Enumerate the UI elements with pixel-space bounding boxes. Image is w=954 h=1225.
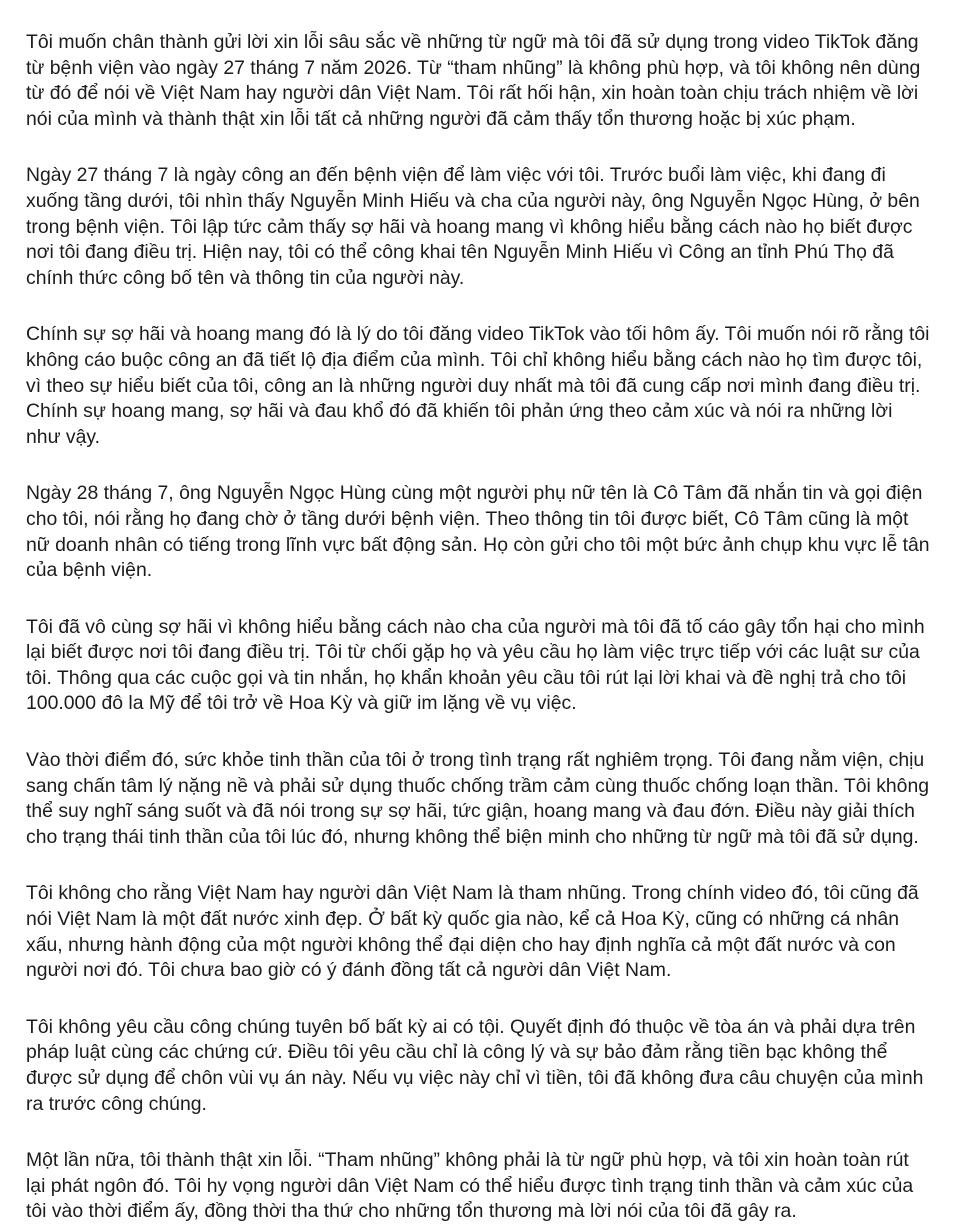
paragraph-refusal-and-offer: Tôi đã vô cùng sợ hãi vì không hiểu bằng cách nào cha của người mà tôi đã tố cáo gây tổn hại cho mình lại biết được nơi tôi đang điều trị. Tôi từ chối gặp họ và yêu cầu họ làm việc trực tiếp với các luật sư của tôi. Thông qua các cuộc gọi và tin nhắn, họ khẩn khoản yêu cầu tôi rút lại lời khai và đề nghị trả cho tôi 100.000 đô la Mỹ để tôi trở về Hoa Kỳ và giữ im lặng về vụ việc. <box>26 615 925 715</box>
paragraph-final-apology: Một lần nữa, tôi thành thật xin lỗi. “Tham nhũng” không phải là từ ngữ phù hợp, và tôi xin hoàn toàn rút lại phát ngôn đó. Tôi hy vọng người dân Việt Nam có thể hiểu được tình trạng tinh thần và cảm xúc của tôi vào thời điểm ấy, đồng thời tha thứ cho những tổn thương mà lời nói của tôi đã gây ra. <box>26 1149 914 1223</box>
paragraph-apology-for-words: Tôi muốn chân thành gửi lời xin lỗi sâu sắc về những từ ngữ mà tôi đã sử dụng trong video TikTok đăng từ bệnh viện vào ngày 27 tháng 7 năm 2026. Từ “tham nhũng” là không phù hợp, và tôi không nên dùng từ đó để nói về Việt Nam hay người dân Việt Nam. Tôi rất hối hận, xin hoàn toàn chịu trách nhiệm về lời nói của mình và thành thật xin lỗi tất cả những người đã cảm thấy tổn thương hoặc bị xúc phạm. <box>26 31 921 130</box>
paragraph-july-27-hospital-visit: Ngày 27 tháng 7 là ngày công an đến bệnh viện để làm việc với tôi. Trước buổi làm việc, khi đang đi xuống tầng dưới, tôi nhìn thấy Nguyễn Minh Hiếu và cha của người này, ông Nguyễn Ngọc Hùng, ở bên trong bệnh viện. Tôi lập tức cảm thấy sợ hãi và hoang mang vì không hiểu bằng cách nào họ biết được nơi tôi đang điều trị. Hiện nay, tôi có thể công khai tên Nguyễn Minh Hiếu vì Công an tỉnh Phú Thọ đã chính thức công bố tên và thông tin của người này. <box>26 164 920 289</box>
paragraph-not-generalizing-vietnam: Tôi không cho rằng Việt Nam hay người dân Việt Nam là tham nhũng. Trong chính video đó, tôi cũng đã nói Việt Nam là một đất nước xinh đẹp. Ở bất kỳ quốc gia nào, kể cả Hoa Kỳ, cũng có những cá nhân xấu, nhưng hành động của một người không thể đại diện cho hay định nghĩa cả một đất nước và con người nơi đó. Tôi chưa bao giờ có ý đánh đồng tất cả người dân Việt Nam. <box>26 882 919 982</box>
paragraph-request-for-justice: Tôi không yêu cầu công chúng tuyên bố bất kỳ ai có tội. Quyết định đó thuộc về tòa án và phải dựa trên pháp luật cùng các chứng cứ. Điều tôi yêu cầu chỉ là công lý và sự bảo đảm rằng tiền bạc không thể được sử dụng để chôn vùi vụ án này. Nếu vụ việc này chỉ vì tiền, tôi đã không đưa câu chuyện của mình ra trước công chúng. <box>26 1015 924 1115</box>
paragraph-july-28-contact: Ngày 28 tháng 7, ông Nguyễn Ngọc Hùng cùng một người phụ nữ tên là Cô Tâm đã nhắn tin và gọi điện cho tôi, nói rằng họ đang chờ ở tầng dưới bệnh viện. Theo thông tin tôi được biết, Cô Tâm cũng là một nữ doanh nhân có tiếng trong lĩnh vực bất động sản. Họ còn gửi cho tôi một bức ảnh chụp khu vực lễ tân của bệnh viện. <box>26 482 930 582</box>
paragraph-mental-health-state: Vào thời điểm đó, sức khỏe tinh thần của tôi ở trong tình trạng rất nghiêm trọng. Tôi đang nằm viện, chịu sang chấn tâm lý nặng nề và phải sử dụng thuốc chống trầm cảm cùng thuốc chống loạn thần. Tôi không thể suy nghĩ sáng suốt và đã nói trong sự sợ hãi, tức giận, hoang mang và đau đớn. Điều này giải thích cho trạng thái tinh thần của tôi lúc đó, nhưng không thể biện minh cho những từ ngữ mà tôi đã sử dụng. <box>26 749 930 848</box>
paragraph-reason-for-tiktok-video: Chính sự sợ hãi và hoang mang đó là lý do tôi đăng video TikTok vào tối hôm ấy. Tôi muốn nói rõ rằng tôi không cáo buộc công an đã tiết lộ địa điểm của mình. Tôi chỉ không hiểu bằng cách nào họ tìm được tôi, vì theo sự hiểu biết của tôi, công an là những người duy nhất mà tôi đã cung cấp nơi mình đang điều trị. Chính sự hoang mang, sợ hãi và đau khổ đó đã khiến tôi phản ứng theo cảm xúc và nói ra những lời như vậy. <box>26 323 930 448</box>
